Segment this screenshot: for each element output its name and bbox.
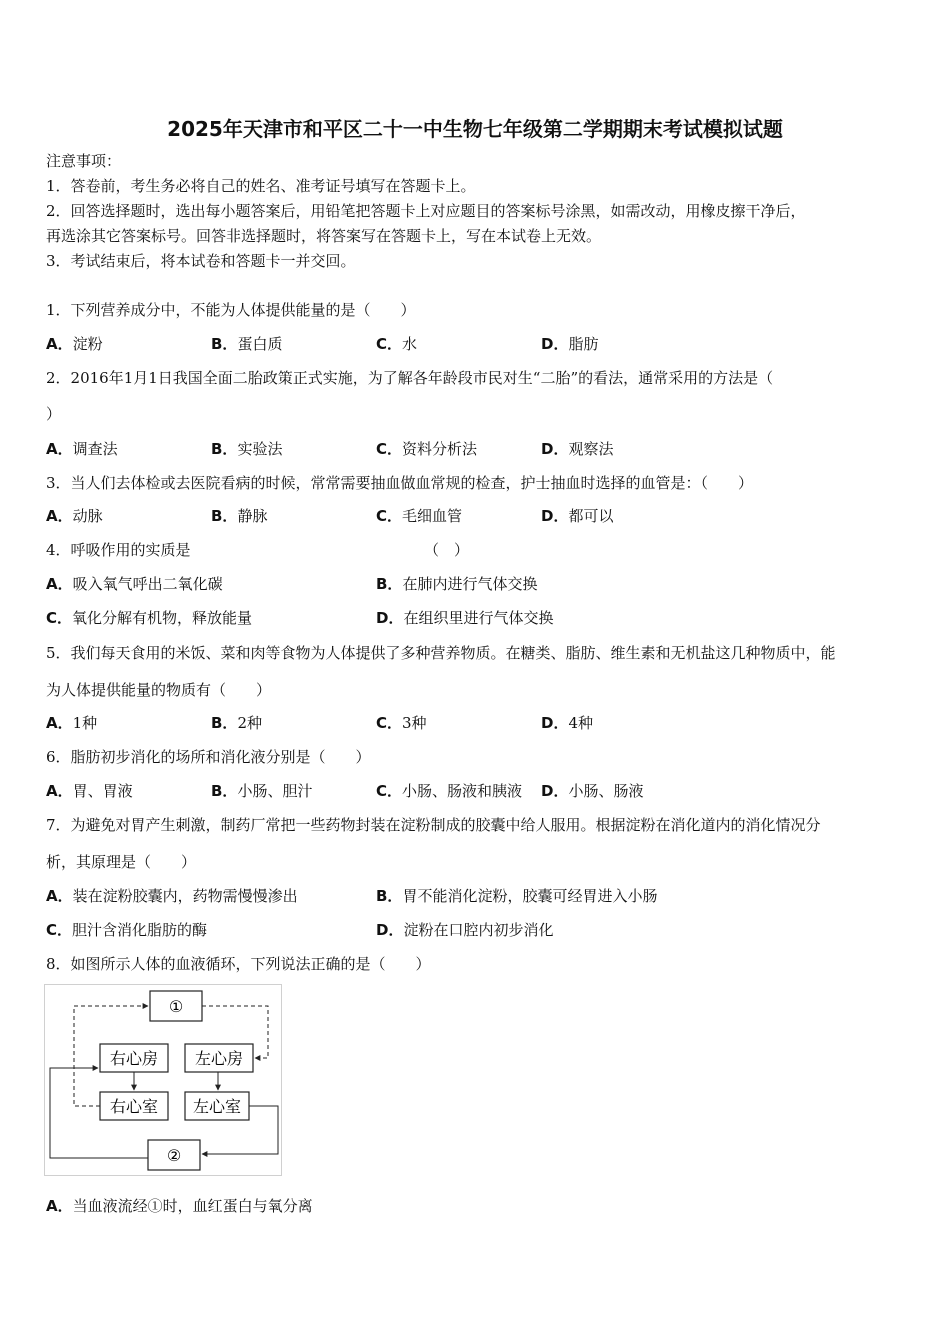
q6-option-b: B．小肠、胆汁 — [211, 782, 313, 800]
question-4-stem: 4．呼吸作用的实质是 — [46, 541, 191, 559]
page-title: 2025年天津市和平区二十一中生物七年级第二学期期末考试模拟试题 — [167, 117, 783, 141]
notes-item: 1．答卷前，考生务必将自己的姓名、准考证号填写在答题卡上。 — [46, 177, 476, 195]
question-7-stem-cont: 析，其原理是（ ） — [46, 853, 197, 871]
right-ventricle-label: 右心室 — [109, 1097, 159, 1116]
q2-option-b: B．实验法 — [211, 440, 283, 458]
question-2-stem: 2．2016年1月1日我国全面二胎政策正式实施，为了解各年龄段市民对生“二胎”的看法，通常采用的方法是（ — [46, 369, 774, 387]
q4-option-b: B．在肺内进行气体交换 — [376, 575, 538, 593]
left-atrium-label: 左心房 — [194, 1049, 244, 1068]
question-6-stem: 6．脂肪初步消化的场所和消化液分别是（ ） — [46, 748, 371, 766]
q1-option-d: D．脂肪 — [541, 335, 599, 353]
question-5-stem: 5．我们每天食用的米饭、菜和肉等食物为人体提供了多种营养物质。在糖类、脂肪、维生素和无机盐这几种物质中，能 — [46, 644, 836, 662]
q5-option-d: D．4种 — [541, 714, 593, 732]
question-2-stem-cont: ） — [46, 405, 62, 423]
q1-option-b: B．蛋白质 — [211, 335, 283, 353]
question-4-paren: （ ） — [424, 541, 470, 559]
q7-option-d: D．淀粉在口腔内初步消化 — [376, 921, 554, 939]
q6-option-a: A．胃、胃液 — [46, 782, 133, 800]
question-3-stem: 3．当人们去体检或去医院看病的时候，常常需要抽血做血常规的检查，护士抽血时选择的血管是：（ ） — [46, 474, 754, 492]
q5-option-a: A．1种 — [46, 714, 98, 732]
notes-heading: 注意事项： — [46, 152, 122, 170]
notes-item: 3．考试结束后，将本试卷和答题卡一并交回。 — [46, 252, 356, 270]
left-ventricle-label: 左心室 — [192, 1097, 242, 1116]
node-1-label: ① — [168, 997, 184, 1016]
q4-option-c: C．氧化分解有机物，释放能量 — [46, 609, 253, 627]
q7-option-a: A．装在淀粉胶囊内，药物需慢慢渗出 — [46, 887, 298, 905]
q4-option-a: A．吸入氧气呼出二氧化碳 — [46, 575, 223, 593]
q8-option-a: A．当血液流经①时，血红蛋白与氧分离 — [46, 1197, 313, 1215]
question-1-stem: 1．下列营养成分中，不能为人体提供能量的是（ ） — [46, 301, 416, 319]
q1-option-a: A．淀粉 — [46, 335, 103, 353]
node-2-label: ② — [166, 1146, 182, 1165]
right-atrium-label: 右心房 — [109, 1049, 159, 1068]
q3-option-a: A．动脉 — [46, 507, 103, 525]
q4-option-d: D．在组织里进行气体交换 — [376, 609, 554, 627]
q2-option-d: D．观察法 — [541, 440, 614, 458]
q2-option-a: A．调查法 — [46, 440, 118, 458]
question-5-stem-cont: 为人体提供能量的物质有（ ） — [46, 681, 272, 699]
q7-option-c: C．胆汁含消化脂肪的酶 — [46, 921, 208, 939]
question-8-stem: 8．如图所示人体的血液循环，下列说法正确的是（ ） — [46, 955, 431, 973]
notes-item: 再选涂其它答案标号。回答非选择题时，将答案写在答题卡上，写在本试卷上无效。 — [46, 227, 602, 245]
q1-option-c: C．水 — [376, 335, 418, 353]
notes-item: 2．回答选择题时，选出每小题答案后，用铅笔把答题卡上对应题目的答案标号涂黑，如需改动，用橡皮擦干净后， — [46, 202, 806, 220]
q5-option-b: B．2种 — [211, 714, 262, 732]
q7-option-b: B．胃不能消化淀粉，胶囊可经胃进入小肠 — [376, 887, 658, 905]
q3-option-c: C．毛细血管 — [376, 507, 463, 525]
q5-option-c: C．3种 — [376, 714, 427, 732]
q6-option-d: D．小肠、肠液 — [541, 782, 644, 800]
question-7-stem: 7．为避免对胃产生刺激，制药厂常把一些药物封装在淀粉制成的胶囊中给人服用。根据淀粉在消化道内的消化情况分 — [46, 816, 821, 834]
q3-option-d: D．都可以 — [541, 507, 614, 525]
q3-option-b: B．静脉 — [211, 507, 268, 525]
blood-circulation-diagram — [44, 984, 282, 1176]
q6-option-c: C．小肠、肠液和胰液 — [376, 782, 523, 800]
q2-option-c: C．资料分析法 — [376, 440, 478, 458]
